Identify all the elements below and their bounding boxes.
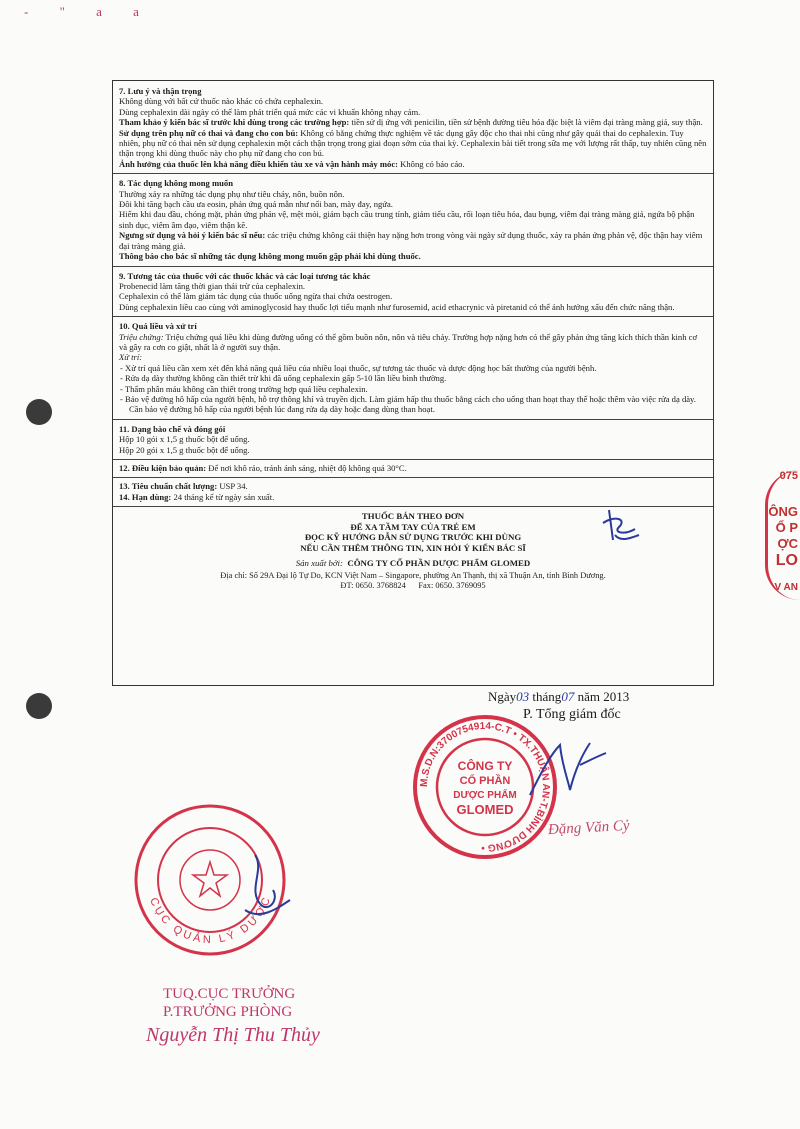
divider [113, 173, 713, 174]
company-signer-name: Đặng Văn Cỷ [547, 817, 631, 839]
punch-hole-bottom [26, 693, 52, 719]
divider [113, 419, 713, 420]
section-10-line: Xử trí: [119, 352, 143, 363]
footer-read: ĐỌC KỸ HƯỚNG DẪN SỬ DỤNG TRƯỚC KHI DÙNG [304, 532, 522, 543]
section-10-bullet: - Rửa dạ dày thường không cần thiết trừ khi đã uống cephalexin gấp 5-10 lần liều bình thường. [120, 373, 447, 384]
section-9-line: Cephalexin có thể làm giảm tác dụng của thuốc uống ngừa thai chứa oestrogen. [119, 291, 393, 302]
leaflet-box [112, 80, 714, 686]
section-7-line: Dùng cephalexin dài ngày có thể làm phát triển quá mức các vi khuẩn không nhạy cảm. [119, 106, 421, 117]
manufacturer: Sản xuất bởi: CÔNG TY CỔ PHẦN DƯỢC PHẨM GLOMED [295, 557, 531, 568]
section-7-title: 7. Lưu ý và thận trọng [119, 86, 202, 96]
section-9-line: Dùng cephalexin liều cao cùng với aminoglycosid hay thuốc lợi tiểu mạnh như furosemid, acid ethacrynic và piretanid có thể ảnh hưởng xấu đến chức năng thận. [119, 301, 675, 312]
section-8-line: Ngưng sử dụng và hỏi ý kiến bác sĩ nếu: các triệu chứng không cải thiện hay nặng hơn trong vòng vài ngày sử dụng thuốc, xảy ra phản ứng phản vệ, độc thận hay viêm đại tràng màng giả. [119, 230, 703, 251]
section-10-bullet: - Xử trí quá liều cần xem xét đến khả năng quá liều của nhiều loại thuốc, sự tương tác thuốc và dược động học bất thường của người bệnh. [120, 362, 597, 373]
official-title-2: P.TRƯỞNG PHÒNG [163, 1004, 293, 1020]
section-10-title: 10. Quá liều và xử trí [119, 321, 197, 332]
official-title-1: TUQ.CỤC TRƯỞNG [163, 986, 296, 1002]
initial-signature-icon [595, 505, 645, 550]
gov-stamp-text: CỤC QUẢN LÝ DƯỢC [147, 893, 274, 947]
divider [113, 266, 713, 267]
stamp-line: CỔ PHẦN [459, 775, 511, 787]
section-14: 14. Hạn dùng: 24 tháng kể từ ngày sản xuất. [119, 491, 275, 502]
stamp-line: GLOMED [456, 802, 514, 817]
section-7-line: Sử dụng trên phụ nữ có thai và đang cho con bú: Không có bằng chứng thực nghiệm về tác dụng gây độc cho thai nhi cũng như gây quái thai do cephalexin. Tuy nhiên, phụ nữ có thai nên sử dụng cephalexin một cách thận trọng trong giai đoạn sớm của thai kỳ. Cephalexin bài tiết trong sữa mẹ với lượng rất thấp, tuy nhiên cũng nên thận trọng khi dùng thuốc này cho phụ nữ đang cho con bú. [119, 127, 707, 159]
section-7-line: Không dùng với bất cứ thuốc nào khác có chứa cephalexin. [119, 96, 324, 107]
section-11-line: Hộp 20 gói x 1,5 g thuốc bột để uống. [119, 444, 250, 455]
section-8-line: Đôi khi tăng bạch cầu ưa eosin, phản ứng quá mẫn như nổi ban, mày đay, ngứa. [119, 199, 393, 210]
section-12: 12. Điều kiện bảo quản: Để nơi khô ráo, tránh ánh sáng, nhiệt độ không quá 30°C. [119, 463, 407, 473]
section-9-line: Probenecid làm tăng thời gian thải trừ của cephalexin. [119, 280, 306, 291]
deputy-title: P. Tổng giám đốc [523, 707, 621, 722]
section-8-title: 8. Tác dụng không mong muốn [119, 178, 233, 189]
divider [113, 477, 713, 478]
section-8-line: Thông báo cho bác sĩ những tác dụng không mong muốn gặp phải khi dùng thuốc. [119, 251, 421, 262]
stamp-line: CÔNG TY [457, 759, 513, 773]
section-10-bullet: - Bảo vệ đường hô hấp của người bệnh, hỗ trợ thông khí và truyền dịch. Làm giảm hấp thu thuốc bằng cách cho uống than hoạt thay thế hoặc thêm vào việc rửa dạ dày. Cần bảo vệ đường hô hấp của người bệnh lúc đang rửa dạ dày hoặc đang dùng than hoạt. [120, 393, 696, 415]
footer-children: ĐỂ XA TẦM TAY CỦA TRẺ EM [350, 521, 476, 532]
official-signer-name: Nguyễn Thị Thu Thủy [146, 1024, 320, 1046]
company-signature-icon [520, 735, 610, 805]
section-11-line: Hộp 10 gói x 1,5 g thuốc bột để uống. [119, 434, 250, 445]
section-7-line: Ảnh hưởng của thuốc lên khả năng điều khiển tàu xe và vận hành máy móc: Không có báo cáo. [119, 158, 465, 169]
footer-ask: NẾU CẦN THÊM THÔNG TIN, XIN HỎI Ý KIẾN BÁC SĨ [300, 543, 526, 553]
footer-rx: THUỐC BÁN THEO ĐƠN [361, 511, 465, 522]
address: Địa chỉ: Số 29A Đại lộ Tự Do, KCN Việt Nam – Singapore, phường An Thạnh, thị xã Thuận An, tỉnh Bình Dương. [220, 571, 606, 580]
edge-stamp: 075 ÔNG Ổ P ỢC LO V AN [765, 470, 800, 600]
section-7-line: Tham khảo ý kiến bác sĩ trước khi dùng trong các trường hợp: tiền sử dị ứng với penicilin, tiền sử bệnh đường tiêu hóa đặc biệt là viêm đại tràng màng giả, suy thận. [119, 117, 703, 128]
date-line: Ngày03 tháng07 năm 2013 [488, 689, 630, 704]
punch-hole-top [26, 399, 52, 425]
section-8-line: Thường xảy ra những tác dụng phụ như tiêu chảy, nôn, buồn nôn. [119, 188, 345, 199]
stamp-ring-text: M.S.D.N:3700754914-C.T • TX.THUẬN AN-T.BÌNH DƯƠNG • [418, 720, 552, 854]
section-8-line: Hiếm khi đau đầu, chóng mặt, phản ứng phản vệ, mệt mỏi, giảm bạch cầu trung tính, giảm tiểu cầu, rối loạn tiêu hóa, đau bụng, viêm đại tràng màng giả, ngứa bộ phận sinh dục, viêm âm đạo, viêm thận kẽ. [119, 209, 695, 230]
section-9-title: 9. Tương tác của thuốc với các thuốc khác và các loại tương tác khác [119, 270, 371, 281]
section-10-bullet: - Thẩm phân máu không cần thiết trong trường hợp quá liều cephalexin. [120, 383, 368, 394]
official-signature-icon [235, 850, 295, 930]
section-13: 13. Tiêu chuẩn chất lượng: USP 34. [119, 481, 248, 492]
divider [113, 459, 713, 460]
contact: ĐT: 0650. 3768824 Fax: 0650. 3769095 [340, 581, 486, 591]
divider [113, 316, 713, 317]
top-marks: - " a a [24, 4, 153, 19]
section-11-title: 11. Dạng bào chế và đóng gói [119, 423, 226, 434]
section-10-line: Triệu chứng: Triệu chứng quá liều khi dùng đường uống có thể gồm buồn nôn, nôn và tiêu chảy. Trường hợp nặng hơn có thể gây phản ứng tăng kích thích thần kinh cơ và gây ra cơn co giật, nhất là ở người suy thận. [119, 331, 697, 352]
stamp-line: DƯỢC PHẨM [453, 790, 517, 801]
